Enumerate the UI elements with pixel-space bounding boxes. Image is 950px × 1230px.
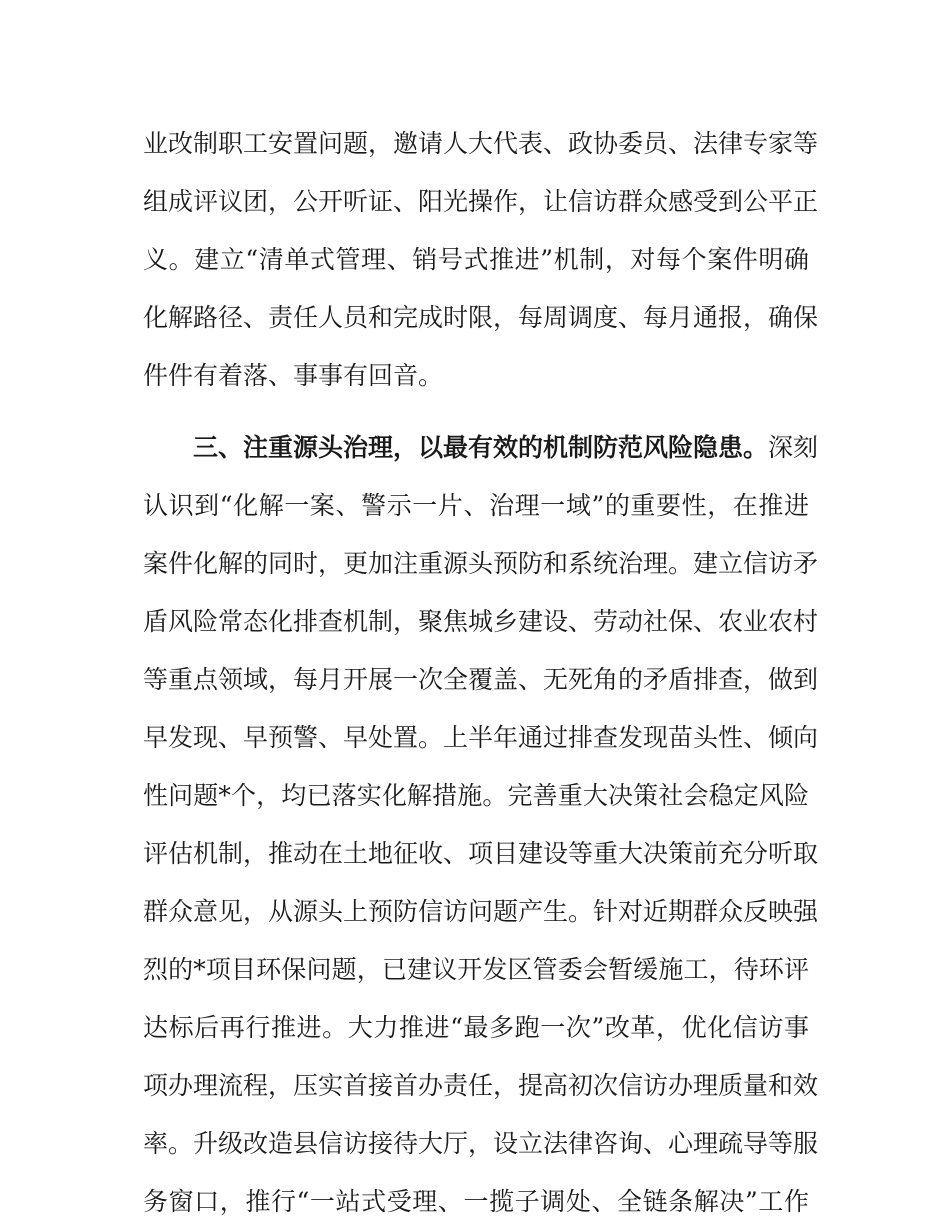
paragraph-line: 群众意见，从源头上预防信访问题产生。针对近期群众反映强 [143,897,819,926]
section-heading-line [193,428,819,468]
paragraph-line: 案件化解的同时，更加注重源头预防和系统治理。建立信访矛 [143,549,819,578]
paragraph-line: 烈的*项目环保问题，已建议开发区管委会暂缓施工，待环评 [143,955,809,984]
paragraph-line: 率。升级改造县信访接待大厅，设立法律咨询、心理疏导等服 [143,1129,819,1158]
paragraph-line: 业改制职工安置问题，邀请人大代表、政协委员、法律专家等 [143,129,819,158]
paragraph-line: 化解路径、责任人员和完成时限，每周调度、每月通报，确保 [143,303,819,332]
paragraph-line: 务窗口，推行“一站式受理、一揽子调处、全链条解决”工作 [143,1187,809,1216]
paragraph-line: 性问题*个，均已落实化解措施。完善重大决策社会稳定风险 [143,781,809,810]
paragraph-line: 早发现、早预警、早处置。上半年通过排查发现苗头性、倾向 [143,723,819,752]
paragraph-line: 评估机制，推动在土地征收、项目建设等重大决策前充分听取 [143,839,819,868]
paragraph-line: 项办理流程，压实首接首办责任，提高初次信访办理质量和效 [143,1071,819,1100]
paragraph-line: 认识到“化解一案、警示一片、治理一域”的重要性，在推进 [143,491,809,520]
paragraph-line: 等重点领域，每月开展一次全覆盖、无死角的矛盾排查，做到 [143,665,819,694]
paragraph-line: 盾风险常态化排查机制，聚焦城乡建设、劳动社保、农业农村 [143,607,819,636]
section-heading: 三、注重源头治理，以最有效的机制防范风险隐患。 [193,433,769,462]
paragraph-line: 达标后再行推进。大力推进“最多跑一次”改革，优化信访事 [143,1013,809,1042]
paragraph-line: 义。建立“清单式管理、销号式推进”机制，对每个案件明确 [143,245,809,274]
paragraph-line: 组成评议团，公开听证、阳光操作，让信访群众感受到公平正 [143,187,819,216]
heading-line-continuation: 深刻 [768,433,819,462]
paragraph-line: 件件有着落、事事有回音。 [143,361,444,390]
